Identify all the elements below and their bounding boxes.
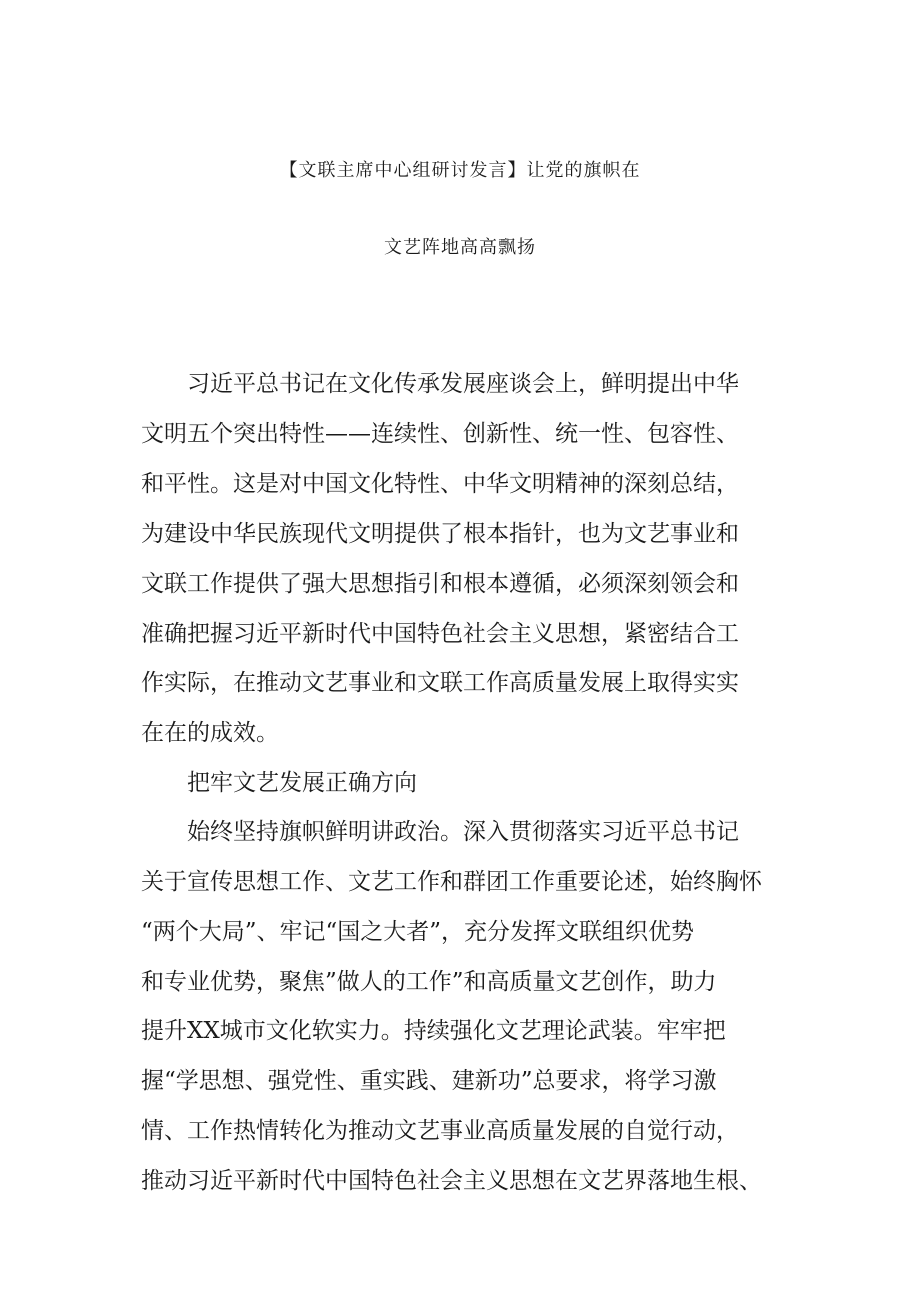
body-line: 作实际，在推动文艺事业和文联工作高质量发展上取得实实 [141, 670, 739, 696]
body-line: 在在的成效。 [141, 720, 279, 746]
body-line: 准确把握习近平新时代中国特色社会主义思想，紧密结合工 [141, 621, 739, 647]
body-line: 情、工作热情转化为推动文艺事业高质量发展的自觉行动， [141, 1118, 739, 1144]
body-line: “两个大局”、牢记“国之大者”，充分发挥文联组织优势 [141, 919, 695, 945]
body-line: 和专业优势，聚焦”做人的工作”和高质量文艺创作，助力 [141, 969, 717, 995]
body-line: 推动习近平新时代中国特色社会主义思想在文艺界落地生根、 [141, 1168, 762, 1194]
body-line: 握“学思想、强党性、重实践、建新功”总要求，将学习激 [141, 1068, 717, 1094]
body-line: 文明五个突出特性——连续性、创新性、统一性、包容性、 [141, 421, 739, 447]
section-heading: 把牢文艺发展正确方向 [141, 770, 417, 796]
body-line: 关于宣传思想工作、文艺工作和群团工作重要论述，始终胸怀 [141, 869, 762, 895]
body-line: 提升XX城市文化软实力。持续强化文艺理论武装。牢牢把 [141, 1018, 726, 1044]
body-line: 和平性。这是对中国文化特性、中华文明精神的深刻总结， [141, 471, 739, 497]
body-line: 习近平总书记在文化传承发展座谈会上，鲜明提出中华 [141, 371, 739, 397]
document-title-line-2: 文艺阵地高高飘扬 [384, 237, 536, 258]
body-line: 为建设中华民族现代文明提供了根本指针，也为文艺事业和 [141, 521, 739, 547]
document-title-line-1: 【文联主席中心组研讨发言】让党的旗帜在 [279, 160, 641, 181]
body-line: 文联工作提供了强大思想指引和根本遵循，必须深刻领会和 [141, 571, 739, 597]
body-line: 始终坚持旗帜鲜明讲政治。深入贯彻落实习近平总书记 [141, 819, 739, 845]
